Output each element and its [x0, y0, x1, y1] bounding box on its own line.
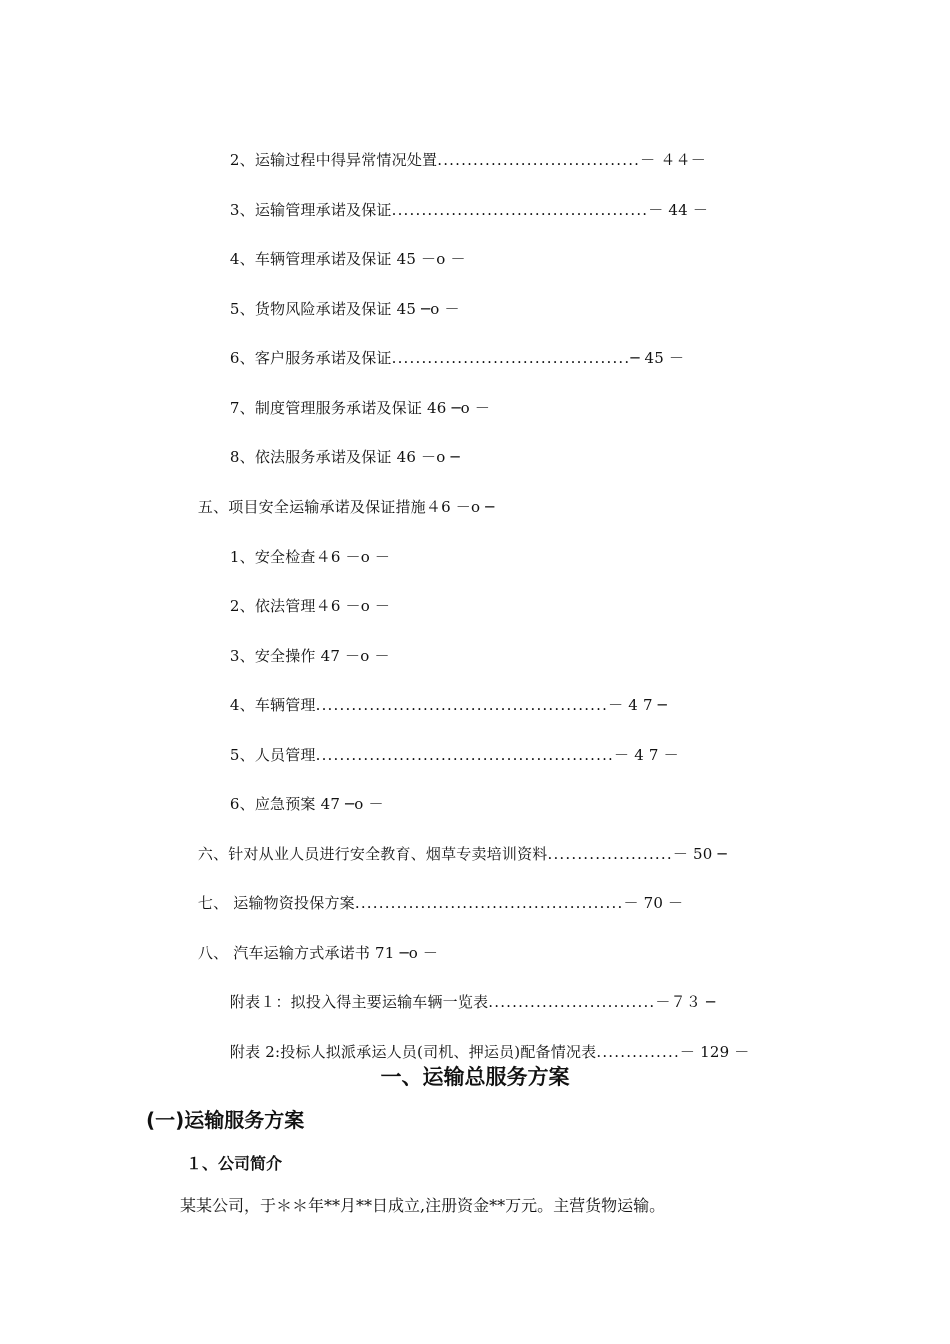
section-heading: 一、运输总服务方案 [380, 1065, 570, 1089]
toc-label: 附表 2:投标人拟派承运人员(司机、押运员)配备情况表 [229, 1043, 597, 1061]
toc-entry[interactable] [178, 471, 495, 516]
toc-page: － ４４－ [640, 151, 706, 169]
toc-leader: ............................................. [354, 894, 624, 912]
toc-label: 6、客户服务承诺及保证 [229, 349, 392, 367]
toc-entry[interactable] [210, 1016, 750, 1061]
body-paragraph: 某某公司，于＊＊年**月**日成立,注册资金**万元。主营货物运输。 [180, 1196, 666, 1215]
toc-page: ─ 45 － [630, 349, 685, 367]
toc-label: 1、安全检查４6 －o － [229, 548, 391, 566]
toc-entry[interactable] [210, 372, 491, 417]
toc-label: 4、车辆管理承诺及保证 45 －o － [229, 250, 466, 268]
toc-entry[interactable] [210, 768, 384, 813]
toc-label: 附表１：拟投入得主要运输车辆一览表 [229, 993, 489, 1011]
toc-entry[interactable] [210, 620, 390, 665]
toc-entry[interactable] [178, 917, 439, 962]
toc-page: －７３ ─ [655, 993, 716, 1011]
toc-page: － 50 ─ [672, 845, 727, 863]
toc-entry[interactable] [210, 719, 679, 764]
sub-subsection-heading: １、公司简介 [186, 1154, 283, 1173]
toc-entry[interactable] [210, 174, 709, 219]
toc-page: － 70 － [623, 894, 684, 912]
toc-entry[interactable] [210, 421, 460, 466]
toc-page: － 4 7 － [614, 746, 679, 764]
toc-label: 2、依法管理４6 －o － [229, 597, 391, 615]
toc-entry[interactable] [178, 818, 727, 863]
toc-entry[interactable] [210, 570, 391, 615]
toc-page: － 129 － [679, 1043, 750, 1061]
toc-entry[interactable] [210, 273, 460, 318]
toc-leader: ..................... [547, 845, 673, 863]
toc-label: 5、人员管理 [229, 746, 316, 764]
toc-label: 7、制度管理服务承诺及保证 46 ─o － [229, 399, 491, 417]
toc-label: 五、项目安全运输承诺及保证措施４6 －o ─ [197, 498, 495, 516]
subsection-heading: (一)运输服务方案 [146, 1108, 305, 1132]
toc-leader: .................................................. [315, 746, 615, 764]
toc-label: 3、运输管理承诺及保证 [229, 201, 392, 219]
toc-entry[interactable] [210, 966, 716, 1011]
toc-leader: .................................. [437, 151, 641, 169]
toc-entry[interactable] [210, 223, 466, 268]
toc-label: 8、依法服务承诺及保证 46 －o ─ [229, 448, 460, 466]
toc-entry[interactable] [178, 867, 684, 912]
toc-page: － 44 － [648, 201, 709, 219]
toc-leader: .............. [596, 1043, 680, 1061]
toc-label: 六、针对从业人员进行安全教育、烟草专卖培训资料 [197, 845, 548, 863]
toc-label: 七、 运输物资投保方案 [197, 894, 355, 912]
toc-entry[interactable] [210, 669, 667, 714]
toc-label: 5、货物风险承诺及保证 45 ─o － [229, 300, 460, 318]
toc-leader: ............................ [488, 993, 656, 1011]
toc-leader: ........................................ [391, 349, 631, 367]
toc-page: － 4 7 ─ [608, 696, 667, 714]
toc-label: 八、 汽车运输方式承诺书 71 ─o － [197, 944, 439, 962]
toc-label: 3、安全操作 47 －o － [229, 647, 390, 665]
toc-entry[interactable] [210, 124, 706, 169]
toc-entry[interactable] [210, 322, 685, 367]
toc-label: 2、运输过程中得异常情况处置 [229, 151, 438, 169]
toc-label: 6、应急预案 47 ─o － [229, 795, 384, 813]
toc-label: 4、车辆管理 [229, 696, 316, 714]
toc-entry[interactable] [210, 521, 391, 566]
toc-leader: ........................................... [391, 201, 649, 219]
toc-leader: ................................................. [315, 696, 609, 714]
